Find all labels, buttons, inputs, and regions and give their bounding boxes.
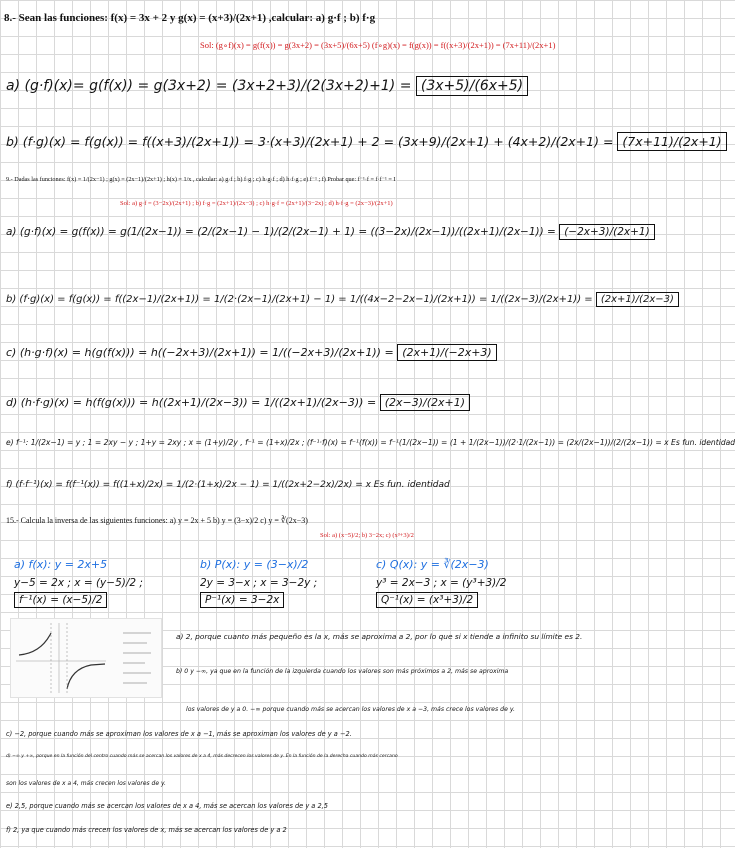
ex15-a [14, 558, 184, 608]
ex16-e: e) 2,5, porque cuando más se acercan los valores de x a 4, más se acercan los valores de y a 2,5 [6, 802, 328, 810]
ex15-c-answer: Q⁻¹(x) = (x³+3)/2 [376, 592, 478, 608]
ex8-a-work: a) (g·f)(x)= g(f(x)) = g(3x+2) = (3x+2+3)/(2(3x+2)+1) = [6, 78, 412, 94]
ex9-f-work: f) (f·f⁻¹)(x) = f(f⁻¹(x)) = f((1+x)/2x) = 1/(2·(1+x)/2x − 1) = 1/((2x+2−2x)/2x) = x Es fun. identidad [6, 480, 450, 490]
ex8-b-work: b) (f·g)(x) = f(g(x)) = f((x+3)/(2x+1)) = 3·(x+3)/(2x+1) + 2 = (3x+9)/(2x+1) + (4x+2)/(2x+1) = [6, 134, 614, 149]
ex8-solution: Sol: (g∘f)(x) = g(f(x)) = g(3x+2) = (3x+5)/(6x+5) (f∘g)(x) = f(g(x)) = f((x+3)/(2x+1)) = (7x+11)/(2x+1) [200, 40, 556, 50]
ex15-a-answer: f⁻¹(x) = (x−5)/2 [14, 592, 107, 608]
ex8-b-answer: (7x+11)/(2x+1) [617, 132, 726, 151]
ex16-d-line1: d) −∞ y +∞, porque en la función del centro cuando más se acercan los valores de x a 4, más decrecen los valores de y. En la función de la derecha cuando más cercano [6, 754, 398, 759]
function-graph-icon [11, 619, 161, 697]
ex16-f: f) 2, ya que cuando más crecen los valores de x, más se acercan los valores de y a 2 [6, 826, 287, 834]
ex15-b-work: 2y = 3−x ; x = 3−2y ; [200, 577, 318, 589]
ex9-d-line [6, 394, 470, 411]
ex15-b-head: b) P(x): y = (3−x)/2 [200, 558, 309, 571]
ex15-b-answer: P⁻¹(x) = 3−2x [200, 592, 284, 608]
ex9-d-work: d) (h·f·g)(x) = h(f(g(x))) = h((2x+1)/(2x−3)) = 1/((2x+1)/(2x−3)) = [6, 396, 377, 409]
ex16-a: a) 2, porque cuanto más pequeño es la x, más se aproxima a 2, por lo que si x tiende a infinito su límite es 2. [176, 632, 583, 641]
ex15-statement: 15.- Calcula la inversa de las siguientes funciones: a) y = 2x + 5 b) y = (3−x)/2 c) y = ∛(2x−3) [6, 516, 308, 525]
ex9-statement: 9.- Dadas las funciones: f(x) = 1/(2x−1) ; g(x) = (2x−1)/(2x+1) ; h(x) = 1/x , calcular: a) g·f ; b) f·g ; c) h·g·f ; d) h·f·g ; e) f⁻¹ ; f) Probar que: f⁻¹·f = f·f⁻¹ = I [6, 176, 396, 183]
ex15-c [376, 558, 616, 608]
ex16-b-line1: b) 0 y −∞, ya que en la función de la izquierda cuando los valores son más próximos a 2, más se aproxima [176, 668, 509, 675]
ex9-a-answer: (−2x+3)/(2x+1) [559, 224, 654, 240]
ex15-c-work: y³ = 2x−3 ; x = (y³+3)/2 [376, 577, 507, 589]
ex8-statement: 8.- Sean las funciones: f(x) = 3x + 2 y g(x) = (x+3)/(2x+1) ,calcular: a) g·f ; b) f·g [4, 12, 376, 24]
ex15-solution: Sol: a) (x−5)/2; b) 3−2x; c) (x³+3)/2 [320, 532, 414, 539]
ex15-c-head: c) Q(x): y = ∛(2x−3) [376, 558, 489, 571]
ex15-a-head: a) f(x): y = 2x+5 [14, 558, 108, 571]
ex9-c-line [6, 344, 497, 361]
ex16-d-line2: son los valores de x a 4, más crecen los valores de y. [6, 780, 166, 787]
ex9-solution: Sol: a) g·f = (3−2x)/(2x+1) ; b) f·g = (2x+1)/(2x−3) ; c) h·g·f = (2x+1)/(3−2x) ; d) h·f·g = (2x−3)/(2x+1) [120, 200, 393, 207]
ex9-d-answer: (2x−3)/(2x+1) [380, 394, 470, 411]
ex15-b [200, 558, 370, 608]
ex16-c: c) −2, porque cuando más se aproximan los valores de x a −1, más se aproximan los valores de y a −2. [6, 730, 352, 738]
ex9-b-line [6, 292, 679, 307]
ex9-a-work: a) (g·f)(x) = g(f(x)) = g(1/(2x−1)) = (2/(2x−1) − 1)/(2/(2x−1) + 1) = ((3−2x)/(2x−1))/((2x+1)/(2x−1)) = [6, 226, 556, 238]
ex9-a-line [6, 224, 655, 240]
ex8-a-answer: (3x+5)/(6x+5) [416, 76, 528, 96]
ex8-a-line [6, 76, 528, 96]
ex16-graph-thumbnail [10, 618, 162, 698]
ex15-a-work: y−5 = 2x ; x = (y−5)/2 ; [14, 577, 143, 589]
ex9-c-work: c) (h·g·f)(x) = h(g(f(x))) = h((−2x+3)/(2x+1)) = 1/((−2x+3)/(2x+1)) = [6, 346, 394, 359]
ex9-c-answer: (2x+1)/(−2x+3) [397, 344, 497, 361]
ex9-b-work: b) (f·g)(x) = f(g(x)) = f((2x−1)/(2x+1)) = 1/(2·(2x−1)/(2x+1) − 1) = 1/((4x−2−2x−1)/(2x+1)) = 1/((2x−3)/(2x+1)) = [6, 294, 593, 305]
ex9-b-answer: (2x+1)/(2x−3) [596, 292, 679, 307]
ex8-b-line [6, 132, 727, 151]
ex9-e-work: e) f⁻¹: 1/(2x−1) = y ; 1 = 2xy − y ; 1+y = 2xy ; x = (1+y)/2y , f⁻¹ = (1+x)/2x ; (f⁻¹·f)(x) = f⁻¹(f(x)) = f⁻¹(1/(2x−1)) = (1 + 1/(2x−1))/(2·1/(2x−1)) = (2x/(2x−1))/(2/(2x−1)) = x Es fun. identidad [6, 438, 735, 447]
ex16-b-line2: los valores de y a 0. −∞ porque cuando más se acercan los valores de x a −3, más crece los valores de y. [186, 706, 516, 713]
